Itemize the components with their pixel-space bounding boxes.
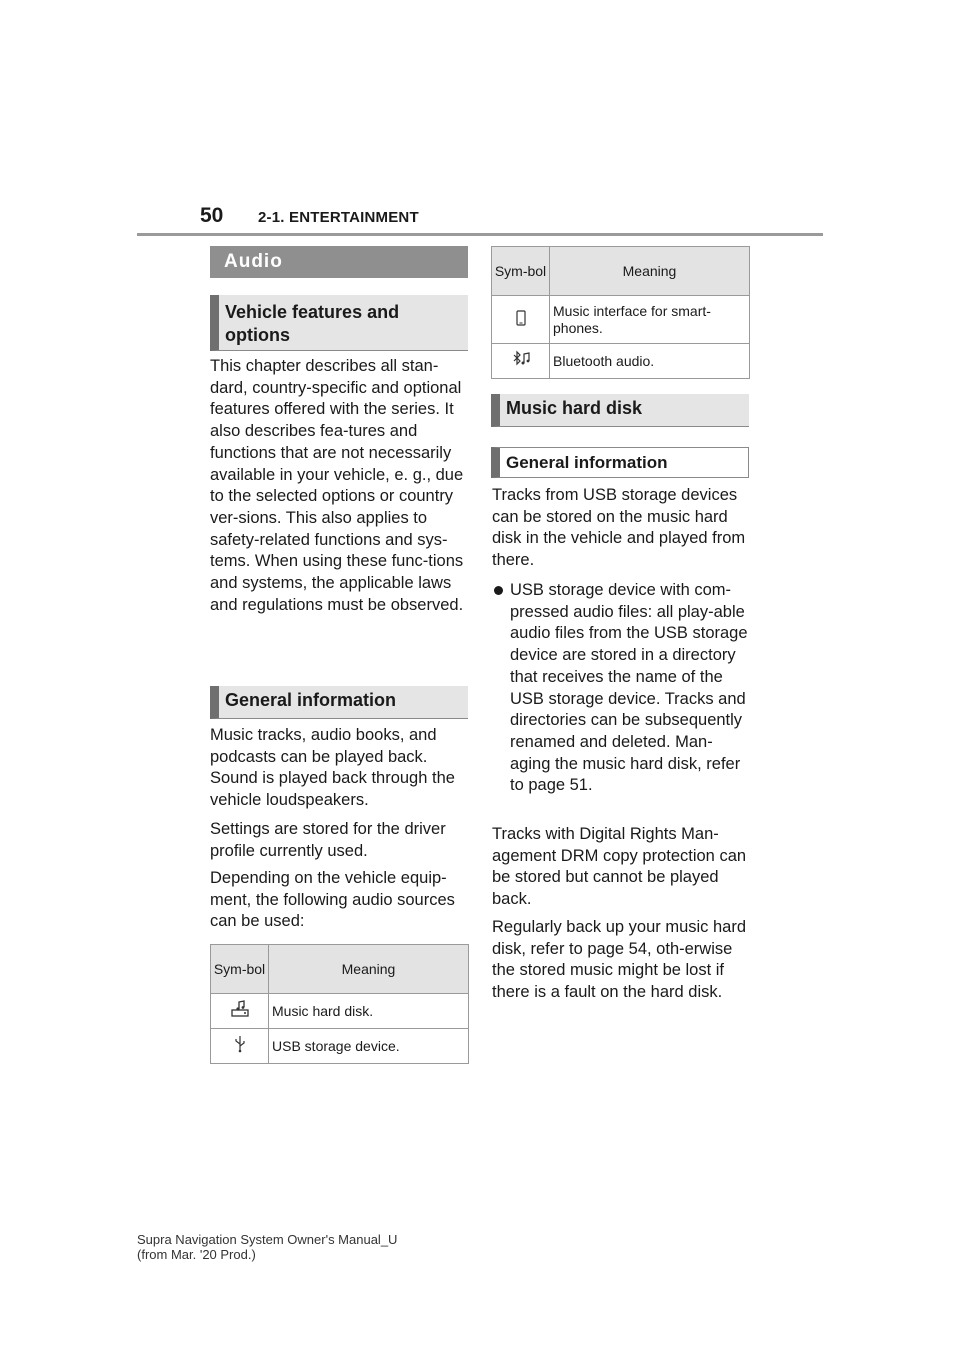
music-hard-disk-heading: Music hard disk [491, 394, 749, 427]
bluetooth-audio-icon [511, 350, 531, 368]
general-information-subheading: General information [491, 447, 749, 478]
hard-disk-paragraph-1: Tracks from USB storage devices can be stored on the music hard disk in the vehicle and played from there. [492, 486, 746, 570]
general-information-heading: General information [210, 686, 468, 719]
meaning-cell: Bluetooth audio. [550, 344, 750, 379]
audio-sources-table [210, 944, 469, 1064]
section-title: 2-1. ENTERTAINMENT [258, 209, 419, 226]
general-info-paragraph-1: Music tracks, audio books, and podcasts can be played back. Sound is played back through the vehicle loudspeakers. [210, 726, 455, 810]
music-hard-disk-icon [230, 1000, 250, 1018]
usb-icon [233, 1035, 247, 1053]
vehicle-features-heading: Vehicle features and options [210, 295, 468, 351]
footer-production-date: (from Mar. '20 Prod.) [137, 1247, 256, 1262]
table-row [211, 1029, 469, 1064]
symbol-column-header: Sym-bol [492, 247, 550, 296]
smartphone-icon [515, 309, 527, 327]
footer [137, 1232, 397, 1262]
meaning-column-header: Meaning [269, 945, 469, 994]
meaning-cell: Music interface for smart-phones. [550, 296, 750, 344]
hard-disk-paragraph-2: Tracks with Digital Rights Man-agement DRM copy protection can be stored but cannot be played back. [492, 825, 747, 909]
general-info-paragraph-3: Depending on the vehicle equip-ment, the following audio sources can be used: [210, 869, 455, 931]
audio-heading: Audio [210, 246, 468, 278]
general-info-paragraph-2: Settings are stored for the driver profile currently used. [210, 820, 446, 860]
meaning-cell: Music hard disk. [269, 994, 469, 1029]
usb-bullet-list [492, 580, 752, 797]
audio-sources-table-continued [491, 246, 750, 379]
meaning-column-header: Meaning [550, 247, 750, 296]
page-number: 50 [200, 204, 224, 227]
meaning-cell: USB storage device. [269, 1029, 469, 1064]
bullet-dot [494, 586, 503, 595]
footer-manual-title: Supra Navigation System Owner's Manual_U [137, 1232, 398, 1247]
symbol-column-header: Sym-bol [211, 945, 269, 994]
hard-disk-paragraph-3: Regularly back up your music hard disk, refer to page 54, oth-erwise the stored music might be lost if there is a fault on the hard disk. [492, 918, 747, 1002]
list-item: USB storage device with com-pressed audio files: all play-able audio files from the USB storage device are stored in a directory that receives the name of the USB storage device. Tracks and directories can be subsequently renamed and deleted. Man-aging the music hard disk, refer to page 51. [492, 580, 752, 797]
vehicle-features-text: This chapter describes all stan-dard, country-specific and optional features offered with the series. It also describes fea-tures and functions that are not necessarily available in your vehicle, e. g., due to the selected options or country ver-sions. This also applies to safety-related functions and sys-tems. When using these func-tions and systems, the applicable laws and regulations must be observed. [210, 357, 464, 614]
table-row [211, 994, 469, 1029]
header-divider [137, 233, 823, 236]
table-row [492, 344, 750, 379]
table-row [492, 296, 750, 344]
